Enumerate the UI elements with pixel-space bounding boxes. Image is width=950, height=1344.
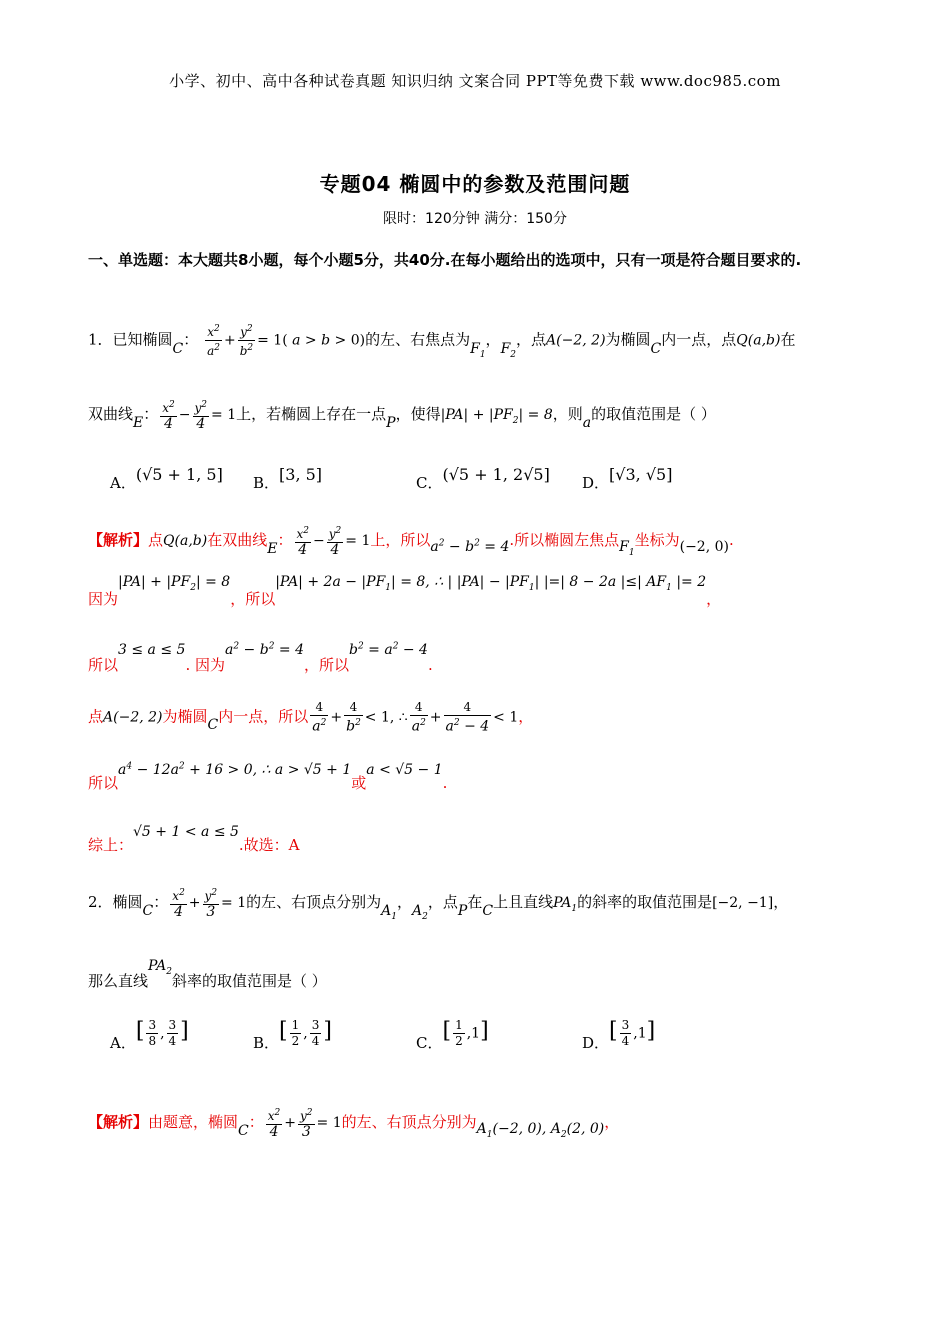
option-label: A． [110, 1033, 136, 1052]
math: C [172, 340, 184, 357]
q2-text: 斜率的取值范围是（ ） [172, 972, 327, 990]
math-fraction: $\frac{4}{a^2}$ [312, 700, 327, 735]
math: $a^2 - b^2 = 4$ [225, 641, 304, 658]
q1-text: ，点 [516, 330, 547, 349]
math: ,1 [633, 1025, 647, 1042]
q2-option-d[interactable] [582, 1018, 656, 1052]
q1-text: 为椭圆 [605, 330, 651, 349]
option-label: B． [253, 1033, 280, 1052]
q2-option-a[interactable] [110, 1018, 189, 1052]
math-fraction: $\frac{y^2}{3}$ [300, 1108, 313, 1140]
option-label: A． [110, 474, 136, 492]
math: E [267, 541, 278, 557]
math: P [386, 415, 396, 431]
math: A(−2, 2) [103, 709, 163, 726]
section-heading: 一、单选题：本大题共8小题，每个小题5分，共40分.在每小题给出的选项中，只有一项是符合题目要求的. [88, 251, 802, 269]
math: C [238, 1123, 249, 1139]
option-label: C． [416, 474, 443, 492]
sol-text: .所以椭圆左焦点 [509, 531, 620, 549]
q2-text: ， [397, 893, 413, 911]
math: $PA_1$ [553, 895, 578, 914]
math: ] [323, 1018, 332, 1044]
math: $|PA| + 2a - |PF_1| = 8$, ∴ | $|PA| - |PF_1|$ |=| 8 − 2a |≤| $AF_1$ |= 2 [275, 574, 707, 593]
sol-text: 综上： [88, 836, 134, 854]
sol-text: . [442, 774, 448, 792]
q2-line-2 [88, 958, 327, 990]
sol-text: 坐标为 [634, 531, 680, 549]
math: ] [480, 1018, 489, 1044]
sol-text: 因为 [88, 590, 119, 608]
math: = 1( a > b > 0) [257, 332, 366, 349]
sol-text: . 因为 [185, 656, 225, 674]
math: $A_1$ [381, 903, 398, 922]
q1-text: 在 [780, 330, 796, 349]
sol-text: 所以 [88, 656, 119, 674]
math: C [650, 340, 662, 357]
solution-tag: 【解析】 [88, 531, 149, 549]
math: $PA_2$ [148, 958, 172, 977]
math: [3, 5] [279, 465, 323, 484]
sol-text: . [728, 531, 734, 549]
q1-text: ，使得 [395, 405, 441, 423]
q1-option-d[interactable] [582, 464, 673, 492]
math: = 1 [221, 895, 247, 911]
sol2-line-1 [88, 1106, 619, 1140]
q1-text: 的取值范围是（ ） [591, 405, 716, 423]
sol-text: 的左、右顶点分别为 [341, 1113, 477, 1131]
sol-text: ， [518, 707, 534, 726]
math: $b^2 = a^2 - 4$ [349, 641, 428, 658]
math-fraction: $\frac{4}{a^2}$ [411, 700, 426, 735]
q2-text: 的左、右顶点分别为 [246, 893, 382, 911]
math-fraction: $\frac{3}{4}$ [621, 1018, 630, 1048]
math-fraction: $\frac{y^2}{b^2}$ [239, 324, 254, 358]
math: $A_2$ [412, 903, 428, 922]
math-fraction: $\frac{y^2}{4}$ [328, 526, 342, 558]
math: + [330, 709, 343, 726]
math: (√5 + 1, 2√5] [442, 465, 550, 484]
sol-text: . [427, 656, 433, 674]
math: (−2, 0) [679, 539, 729, 555]
math: $F_1$ [619, 539, 635, 558]
q2-text: ， [773, 893, 789, 911]
math: − [313, 533, 325, 549]
option-label: C． [416, 1033, 443, 1052]
math: [√3, √5] [609, 465, 673, 484]
math-fraction: $\frac{4}{b^2}$ [346, 700, 361, 735]
q1-line-2 [88, 398, 716, 432]
math: [ [442, 1018, 452, 1044]
math: $a^4 - 12a^2 + 16 > 0$, ∴ a > √5 + 1 [118, 761, 352, 778]
math-fraction: $\frac{y^2}{4}$ [194, 400, 208, 432]
q1-text: 双曲线 [88, 405, 134, 423]
math: + [284, 1115, 297, 1131]
math: , [303, 1025, 308, 1042]
math: C [142, 903, 154, 919]
math: , [160, 1025, 165, 1042]
math: C [482, 903, 494, 919]
sol-text: 所以 [88, 774, 119, 792]
sol-text: ，所以 [230, 590, 276, 608]
q2-text: ，点 [427, 893, 458, 911]
math: $F_2$ [500, 340, 517, 360]
math: Q(a,b) [163, 533, 208, 549]
option-label: D． [582, 1033, 610, 1052]
math: [−2, −1] [712, 895, 774, 911]
math-fraction: $\frac{x^2}{4}$ [162, 400, 175, 432]
math-fraction: $\frac{y^2}{3}$ [204, 888, 218, 920]
math: C [207, 717, 219, 734]
math-fraction: $\frac{1}{2}$ [291, 1018, 300, 1048]
math: − [178, 407, 191, 423]
q2-line-1 [88, 886, 788, 920]
math: $a^2 - b^2 = 4$ [430, 538, 510, 555]
math: [ [609, 1018, 618, 1044]
page-header: 小学、初中、高中各种试卷真题 知识归纳 文案合同 PPT等免费下载 www.doc985.com [169, 72, 781, 90]
q1-text: ，则 [552, 405, 583, 423]
math-fraction: $\frac{x^2}{4}$ [296, 526, 310, 558]
sol-text: 或 [351, 774, 367, 792]
sol-text: 在双曲线 [207, 531, 268, 549]
math: [ [135, 1018, 145, 1044]
math: ,1 [466, 1025, 481, 1042]
math: Q(a,b) [736, 332, 781, 349]
math: 3 ≤ a ≤ 5 [118, 642, 186, 658]
math: + [223, 332, 236, 349]
math: a < √5 − 1 [366, 762, 443, 778]
math: $F_1$ [470, 340, 486, 360]
sol-text: ， [604, 1113, 620, 1131]
math: < 1, ∴ [364, 709, 408, 726]
sol-text: ，所以 [303, 656, 349, 674]
math: $A_1(-2$, 0), $A_2(2$, 0) [476, 1121, 605, 1140]
sol-text: 点 [148, 531, 164, 549]
sol-text: .故选：A [238, 836, 300, 854]
math-fraction: $\frac{x^2}{4}$ [267, 1108, 281, 1140]
sol1-line-4 [88, 700, 533, 735]
math: + [429, 709, 442, 726]
option-label: B． [253, 474, 280, 492]
q1-option-c[interactable] [416, 464, 550, 492]
math-fraction: $\frac{3}{4}$ [168, 1018, 177, 1048]
math: ] [646, 1018, 656, 1044]
sol-text: 点 [88, 707, 104, 726]
q1-option-b[interactable] [253, 464, 323, 492]
math: + [188, 895, 201, 911]
math: $|PA| + |PF_2| = 8$ [440, 407, 553, 426]
math: ] [180, 1018, 189, 1044]
math: ： [143, 405, 159, 423]
sol1-line-6 [88, 824, 300, 854]
q2-text: 2．椭圆 [88, 893, 143, 911]
math: ： [277, 531, 293, 549]
q1-text: 1．已知椭圆 [88, 330, 173, 349]
math: (√5 + 1, 5] [135, 465, 223, 484]
math-fraction: $\frac{4}{a^2 - 4}$ [445, 700, 490, 735]
q2-text: 那么直线 [88, 972, 149, 990]
math-fraction: $\frac{1}{2}$ [455, 1018, 463, 1048]
math: E [133, 415, 144, 431]
solution-tag: 【解析】 [88, 1113, 149, 1131]
math: a [582, 415, 592, 431]
sol1-line-2 [88, 574, 722, 608]
math: $|PA| + |PF_2| = 8$ [118, 574, 231, 593]
sol-text: 由题意，椭圆 [148, 1113, 239, 1131]
q1-line-1 [88, 322, 796, 359]
q2-option-b[interactable] [253, 1018, 332, 1052]
sol1-line-3 [88, 641, 433, 674]
q1-text: 的左、右焦点为 [365, 330, 471, 349]
math: < 1 [493, 709, 519, 726]
page-title: 专题04 椭圆中的参数及范围问题 [319, 172, 631, 196]
math-fraction: $\frac{3}{4}$ [311, 1018, 320, 1048]
q2-text: 的斜率的取值范围是 [577, 893, 713, 911]
q1-option-a[interactable] [110, 464, 223, 492]
sol-text: ， [706, 590, 722, 608]
sol1-line-5 [88, 761, 448, 792]
math: √5 + 1 < a ≤ 5 [133, 824, 239, 840]
math: = 1 [211, 407, 237, 423]
math-fraction: $\frac{x^2}{a^2}$ [207, 324, 220, 358]
q1-text: 内一点，点 [661, 330, 737, 349]
sol-text: 为椭圆 [162, 707, 208, 726]
math: [ [279, 1018, 288, 1044]
sol-text: 内一点，所以 [218, 707, 309, 726]
q1-text: ， [485, 330, 501, 349]
sol1-line-1 [88, 524, 734, 558]
math: ： [153, 893, 169, 911]
math-fraction: $\frac{3}{8}$ [148, 1018, 157, 1048]
page-subtitle: 限时：120分钟 满分：150分 [383, 211, 567, 227]
math-fraction: $\frac{x^2}{4}$ [172, 888, 185, 920]
sol-text: 上，所以 [370, 531, 431, 549]
math: = 1 [345, 533, 371, 549]
math: ： [183, 330, 199, 349]
q2-text: 上且直线 [493, 893, 554, 911]
option-label: D． [582, 474, 610, 492]
math: ： [248, 1113, 264, 1131]
math: P [457, 903, 468, 919]
q2-text: 在 [467, 893, 483, 911]
math: = 1 [316, 1115, 342, 1131]
math: A(−2, 2) [546, 332, 606, 349]
q1-text: 上，若椭圆上存在一点 [236, 405, 387, 423]
q2-option-c[interactable] [416, 1018, 489, 1052]
